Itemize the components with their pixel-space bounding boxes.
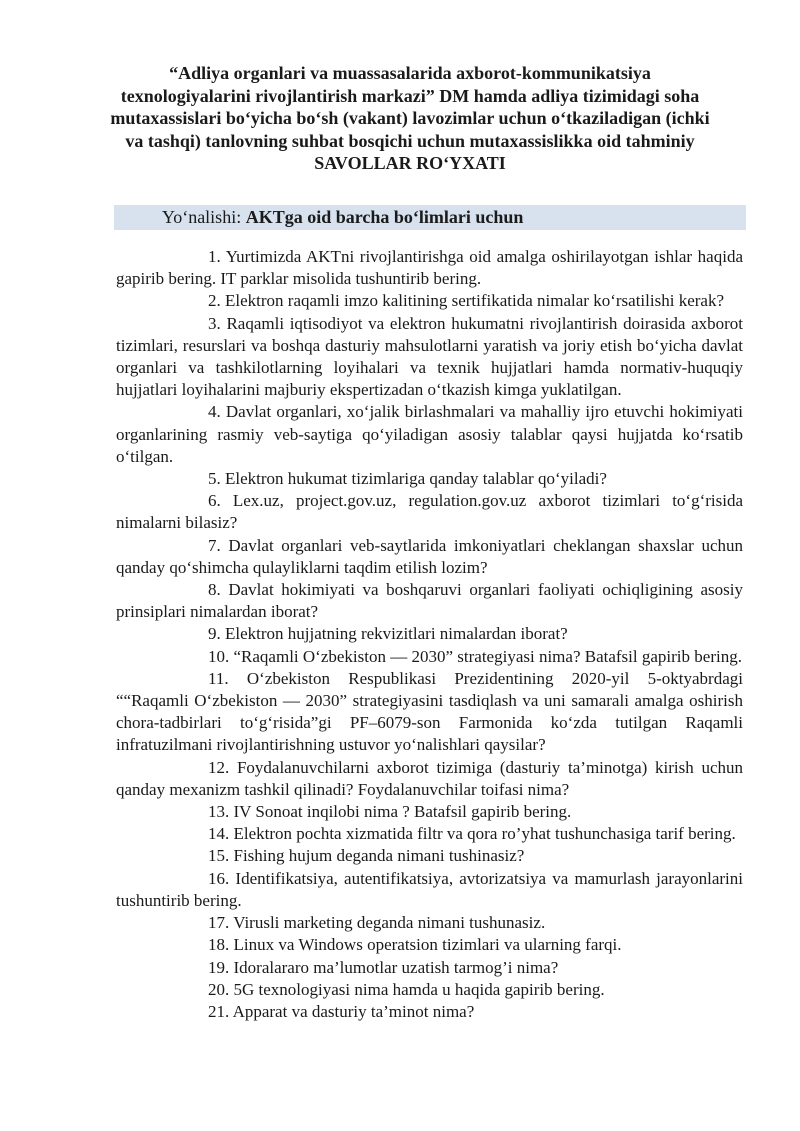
list-item (116, 801, 743, 823)
title-line: va tashqi) tanlovning suhbat bosqichi uchun mutaxassislikka oid tahminiy (125, 130, 695, 151)
question-number: 11. (208, 668, 229, 688)
question-text: Elektron hukumat tizimlariga qanday talablar qo‘yiladi? (225, 469, 607, 489)
question-number: 6. (208, 491, 221, 511)
list-item (116, 845, 743, 867)
document-title (100, 62, 720, 175)
question-text: Elektron pochta xizmatida filtr va qora ro’yhat tushunchasiga tarif bering. (233, 824, 736, 844)
question-text: 5G texnologiyasi nima hamda u haqida gapirib bering. (233, 979, 605, 999)
question-text: Elektron raqamli imzo kalitining sertifikatida nimalar ko‘rsatilishi kerak? (225, 291, 724, 311)
list-item (116, 313, 743, 402)
question-number: 17. (208, 913, 230, 933)
question-number: 5. (208, 469, 221, 489)
question-text: Virusli marketing deganda nimani tushunasiz. (233, 913, 546, 933)
list-item (116, 290, 743, 312)
question-number: 1. (208, 247, 221, 266)
question-text: “Raqamli O‘zbekiston — 2030” strategiyasi nima? Batafsil gapirib bering. (233, 646, 742, 666)
question-number: 13. (208, 802, 230, 822)
question-number: 12. (208, 757, 230, 777)
question-text: Foydalanuvchilarni axborot tizimiga (dasturiy ta’minotga) kirish uchun qanday mexanizm tashkil qilinadi? Foydalanuvchilar toifasi nima? (116, 757, 743, 799)
question-number: 10. (208, 646, 230, 666)
list-item (116, 868, 743, 912)
question-text: Apparat va dasturiy ta’minot nima? (232, 1001, 475, 1021)
question-text: Davlat organlari, xo‘jalik birlashmalari va mahalliy ijro etuvchi hokimiyati organlarining rasmiy veb-saytiga qo‘yiladigan asosiy talablar qaysi hujjatda ko‘rsatib o‘tilgan. (116, 402, 743, 466)
question-text: Elektron hujjatning rekvizitlari nimalardan iborat? (225, 624, 568, 644)
question-number: 9. (208, 624, 221, 644)
question-text: Identifikatsiya, autentifikatsiya, avtorizatsiya va mamurlash jarayonlarini tushuntirib bering. (116, 868, 744, 910)
question-text: Lex.uz, project.gov.uz, regulation.gov.uz axborot tizimlari to‘g‘risida nimalarni bilasiz? (116, 491, 744, 533)
question-number: 3. (208, 313, 221, 333)
list-item (116, 1001, 743, 1023)
list-item (116, 490, 743, 534)
list-item (116, 646, 743, 668)
question-text: IV Sonoat inqilobi nima ? Batafsil gapirib bering. (233, 802, 572, 822)
question-number: 18. (208, 935, 230, 955)
question-text: Davlat hokimiyati va boshqaruvi organlari faoliyati ochiqligining asosiy prinsiplari nimalardan iborat? (116, 580, 743, 622)
question-text: Raqamli iqtisodiyot va elektron hukumatni rivojlantirish doirasida axborot tizimlari, resurslari va boshqa dasturiy mahsulotlarni yaratish va joriy etish bo‘yicha davlat organlari va tashkilotlarning loyihalari va texnik hujjatlari hamda normativ-huquqiy hujjatlari loyihalarini majburiy ekspertizadan o‘tkazish kimga yuklatilgan. (116, 313, 744, 400)
question-number: 7. (208, 535, 221, 555)
list-item (116, 468, 743, 490)
question-number: 19. (208, 957, 230, 977)
list-item (116, 957, 743, 979)
section-value: AKTga oid barcha bo‘limlari uchun (245, 207, 524, 227)
list-item (116, 401, 743, 468)
title-line: mutaxassislari bo‘yicha bo‘sh (vakant) lavozimlar uchun o‘tkaziladigan (ichki (110, 108, 710, 128)
question-number: 14. (208, 824, 230, 844)
question-number: 16. (208, 868, 230, 888)
questions-list (116, 246, 743, 1023)
title-line: texnologiyalarini rivojlantirish markazi” DM hamda adliya tizimidagi soha (120, 85, 700, 106)
question-text: Yurtimizda AKTni rivojlantirishga oid amalga oshirilayotgan ishlar haqida gapirib bering. IT parklar misolida tushuntirib bering. (116, 247, 743, 289)
list-item (116, 823, 743, 845)
question-text: O‘zbekiston Respublikasi Prezidentining 2020-yil 5-oktyabrdagi ““Raqamli O‘zbekiston — 2030” strategiyasini tasdiqlash va uni samarali amalga oshirish chora-tadbirlari to‘g‘risida”gi PF–6079-son Farmonida ko‘zda tutilgan Raqamli infratuzilmani rivojlantirishning ustuvor yo‘nalishlari qaysilar? (116, 668, 743, 755)
question-number: 15. (208, 846, 230, 866)
question-number: 8. (208, 580, 221, 600)
list-item (116, 757, 743, 801)
section-banner (114, 205, 746, 230)
list-item (116, 934, 743, 956)
question-number: 4. (208, 402, 221, 422)
list-item (116, 535, 743, 579)
question-number: 21. (208, 1001, 230, 1021)
question-text: Davlat organlari veb-saytlarida imkoniyatlari cheklangan shaxslar uchun qanday qo‘shimcha qulayliklarni taqdim etilish lozim? (116, 535, 744, 577)
list-item (116, 668, 743, 757)
list-item (116, 579, 743, 623)
title-line: “Adliya organlari va muassasalarida axborot-kommunikatsiya (169, 63, 651, 83)
question-text: Idoralararo ma’lumotlar uzatish tarmog’i nima? (233, 957, 559, 977)
list-item (116, 979, 743, 1001)
list-item (116, 623, 743, 645)
question-number: 20. (208, 979, 230, 999)
section-label: Yo‘nalishi: (162, 207, 246, 227)
title-line: SAVOLLAR RO‘YXATI (314, 153, 506, 173)
list-item (116, 912, 743, 934)
question-number: 2. (208, 291, 221, 311)
list-item (116, 246, 743, 290)
question-text: Linux va Windows operatsion tizimlari va ularning farqi. (233, 935, 622, 955)
question-text: Fishing hujum deganda nimani tushinasiz? (233, 846, 525, 866)
